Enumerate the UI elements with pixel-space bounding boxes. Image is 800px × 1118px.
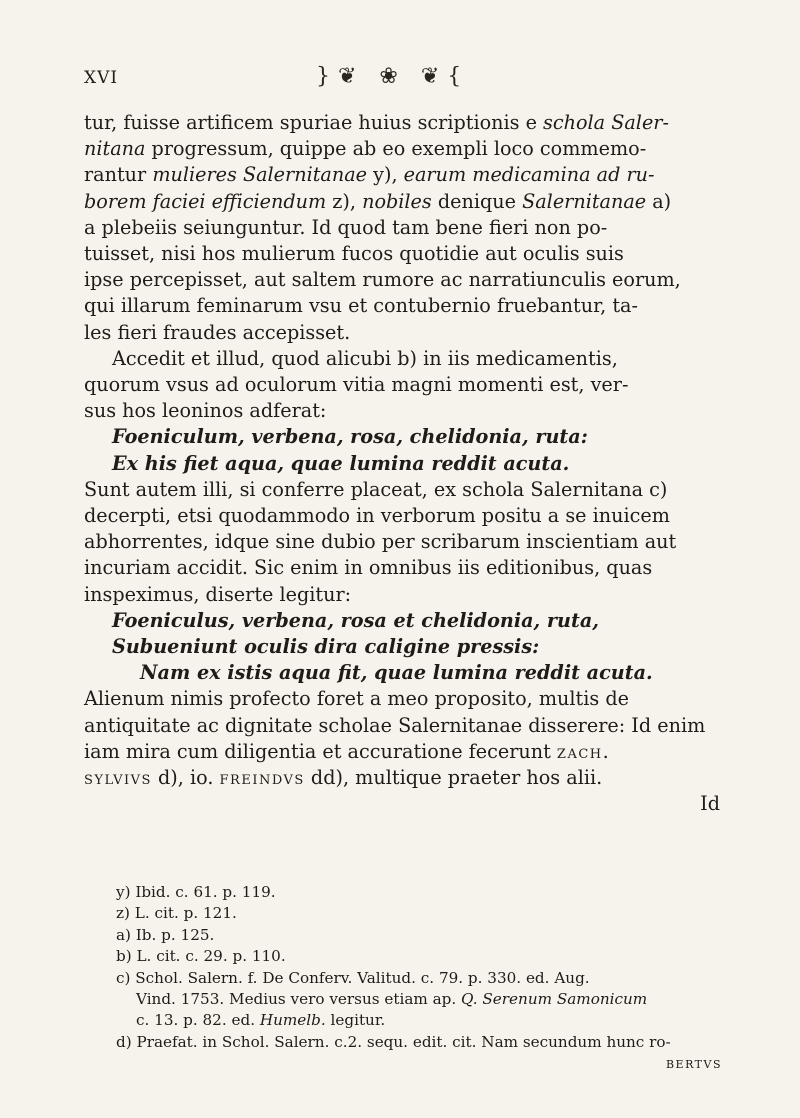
footnote-c-cont: Vind. 1753. Medius vero versus etiam ap. Q. Serenum Samonicum [136,990,648,1009]
verse-line: Ex his fiet aqua, quae lumina reddit acuta. [112,451,570,475]
text-line: antiquitate ac dignitate scholae Salernitanae disserere: Id enim [84,713,706,737]
text-line: inspeximus, diserte legitur: [84,582,352,606]
page-header [84,62,684,92]
verse-line: Foeniculus, verbena, rosa et chelidonia, ruta, [112,608,599,632]
text-line: tuisset, nisi hos mulierum fucos quotidie aut oculis suis [84,242,624,266]
text-line: incuriam accidit. Sic enim in omnibus iis editionibus, quas [84,556,653,580]
catchword: Id [700,792,720,816]
text-line: a plebeiis seiunguntur. Id quod tam bene fieri non po- [84,215,608,239]
text-line: les fieri fraudes accepisset. [84,320,351,344]
text-line: nitana progressum, quippe ab eo exempli loco commemo- [84,137,647,161]
verse-line: Subueniunt oculis dira caligine pressis: [112,635,540,659]
main-text [84,110,724,817]
text-line: sylvivs d), io. freindvs dd), multique praeter hos alii. [84,766,603,790]
text-line: ipse percepisset, aut saltem rumore ac narratiunculis eorum, [84,268,681,292]
text-line: borem faciei efficiendum z), nobiles denique Salernitanae a) [84,189,672,213]
footnote-catchword: bertvs [665,1054,722,1073]
text-line: Accedit et illud, quod alicubi b) in iis medicamentis, [112,346,618,370]
footnote-c-cont: c. 13. p. 82. ed. Humelb. legitur. [136,1011,386,1030]
text-line: quorum vsus ad oculorum vitia magni momenti est, ver- [84,373,629,397]
footnote-c: c) Schol. Salern. f. De Conferv. Valitud. c. 79. p. 330. ed. Aug. [116,968,590,987]
footnotes [116,882,726,1075]
footnote-y: y) Ibid. c. 61. p. 119. [116,883,276,901]
ornament-icon: }❦ ❀ ❦{ [316,64,470,89]
page-number: XVI [84,68,119,88]
text-line: qui illarum feminarum vsu et contubernio fruebantur, ta- [84,294,638,318]
text-line: sus hos leoninos adferat: [84,399,327,423]
footnote-b: b) L. cit. c. 29. p. 110. [116,947,286,966]
text-line: rantur mulieres Salernitanae y), earum medicamina ad ru- [84,163,655,187]
footnote-a: a) Ib. p. 125. [116,925,215,944]
text-line: Sunt autem illi, si conferre placeat, ex schola Salernitana c) [84,477,668,501]
text-line: decerpti, etsi quodammodo in verborum positu a se inuicem [84,504,670,528]
footnote-d: d) Praefat. in Schol. Salern. c.2. sequ. edit. cit. Nam secundum hunc ro- [116,1032,671,1051]
verse-line: Foeniculum, verbena, rosa, chelidonia, ruta: [112,425,588,449]
text-line: abhorrentes, idque sine dubio per scribarum inscientiam aut [84,530,677,554]
text-line: iam mira cum diligentia et accuratione fecerunt zach. [84,739,611,763]
verse-line: Nam ex istis aqua fit, quae lumina reddit acuta. [140,661,653,685]
text-line: tur, fuisse artificem spuriae huius scriptionis e schola Saler- [84,111,669,134]
footnote-z: z) L. cit. p. 121. [116,904,237,923]
text-line: Alienum nimis profecto foret a meo proposito, multis de [84,687,629,711]
